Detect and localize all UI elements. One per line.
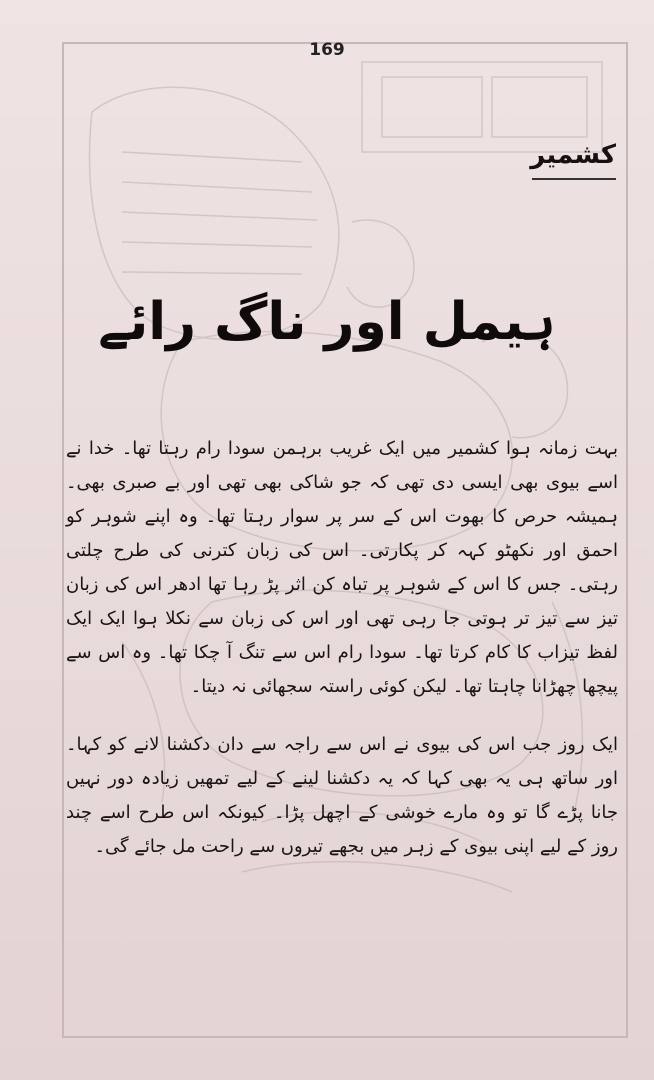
story-title: ہیمل اور ناگ رائے <box>98 292 556 352</box>
paragraph: بہت زمانہ ہوا کشمیر میں ایک غریب برہمن سودا رام رہتا تھا۔ خدا نے اسے بیوی بھی ایسی دی تھی کہ جو شاکی بھی تھی اور بے صبری بھی۔ ہمیشہ حرص کا بھوت اس کے سر پر سوار رہتا تھا۔ وہ اپنے شوہر کو احمق اور نکھٹو کہہ کر پکارتی۔ اس کی زبان کترنی کی طرح چلتی رہتی۔ جس کا اس کے شوہر پر تباہ کن اثر پڑ رہا تھا ادھر اس کی زبان تیز سے تیز تر ہوتی جا رہی تھی اور اس کی زبان سے نکلا ہوا ایک ایک لفظ تیزاب کا کام کرتا تھا۔ سودا رام اس سے تنگ آ چکا تھا۔ وہ اس سے پیچھا چھڑانا چاہتا تھا۔ لیکن کوئی راستہ سجھائی نہ دیتا۔ <box>66 438 618 697</box>
story-body <box>66 432 618 864</box>
paragraph: ایک روز جب اس کی بیوی نے اس سے راجہ سے دان دکشنا لانے کو کہا۔ اور ساتھ ہی یہ بھی کہا کہ یہ دکشنا لینے کے لیے تمھیں زیادہ دور نہیں جانا پڑے گا تو وہ مارے خوشی کے اچھل پڑا۔ کیونکہ اس طرح اسے چند روز کے لیے اپنی بیوی کے زہر میں بجھے تیروں سے راحت مل جائے گی۔ <box>66 734 618 857</box>
region-heading: کشمیر <box>530 140 616 170</box>
page-number: 169 <box>309 40 345 60</box>
region-underline <box>532 178 616 180</box>
